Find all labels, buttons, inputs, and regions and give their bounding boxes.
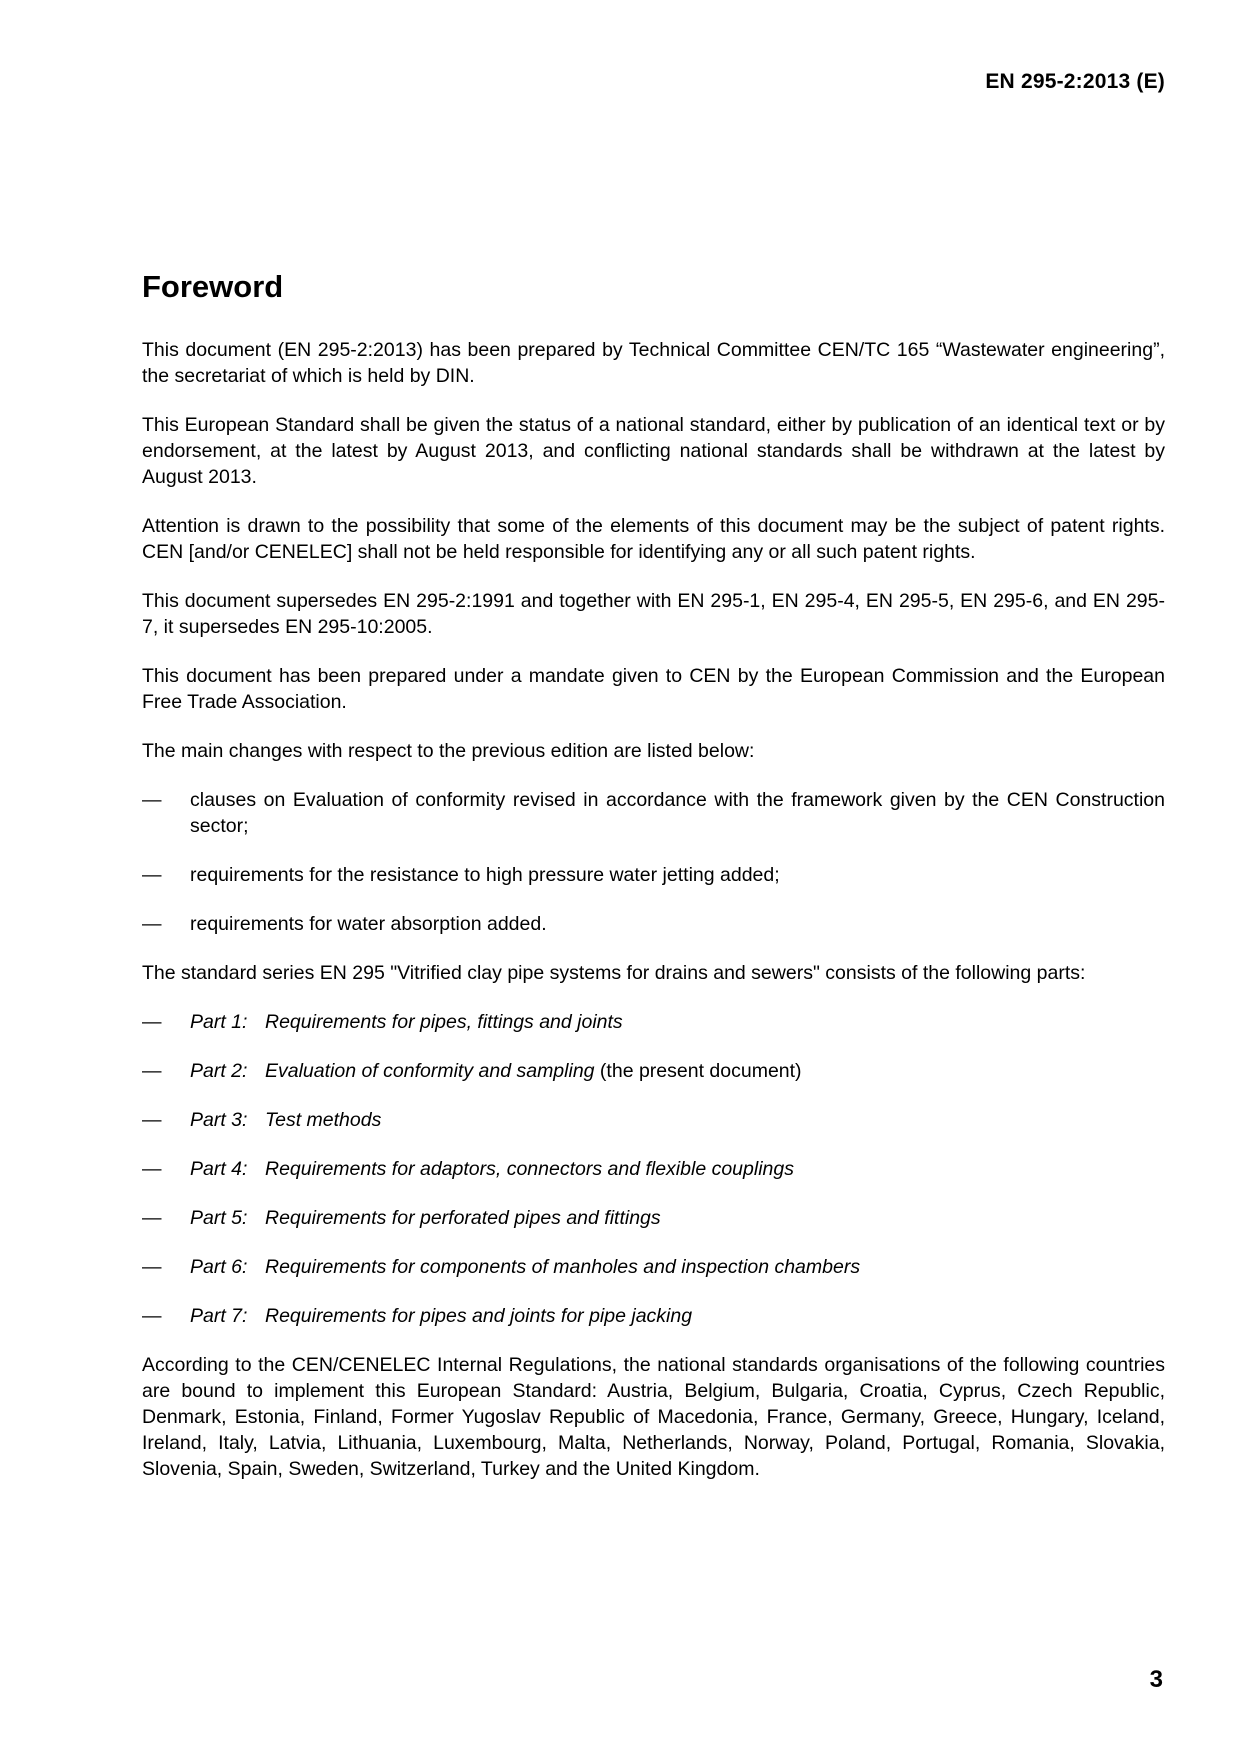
part-label: Part 4: xyxy=(190,1158,248,1180)
part-label: Part 1: xyxy=(190,1011,248,1033)
change-item-text: requirements for the resistance to high pressure water jetting added; xyxy=(190,864,780,886)
part-label: Part 6: xyxy=(190,1256,248,1278)
paragraph-national-status: This European Standard shall be given the status of a national standard, either by publication of an identical text or by endorsement, at the latest by August 2013, and conflicting national standards shall be withdrawn at the latest by August 2013. xyxy=(142,414,1165,488)
section-title: Foreword xyxy=(142,269,284,304)
part-item xyxy=(142,1107,1165,1133)
part-item xyxy=(142,1254,1165,1280)
paragraph-series-intro: The standard series EN 295 "Vitrified clay pipe systems for drains and sewers" consists of the following parts: xyxy=(142,962,1086,984)
change-item-text: clauses on Evaluation of conformity revised in accordance with the framework given by the CEN Construction sector; xyxy=(190,789,1165,837)
part-title-text: Requirements for perforated pipes and fittings xyxy=(265,1207,661,1229)
part-title-text: Test methods xyxy=(265,1109,382,1131)
paragraph-prepared-by: This document (EN 295-2:2013) has been prepared by Technical Committee CEN/TC 165 “Wastewater engineering”, the secretariat of which is held by DIN. xyxy=(142,339,1165,387)
part-title-text: Requirements for pipes and joints for pipe jacking xyxy=(265,1305,693,1327)
part-title xyxy=(265,1205,1165,1231)
part-title xyxy=(265,1156,1165,1182)
dash-bullet: — xyxy=(142,864,162,886)
part-title-suffix: (the present document) xyxy=(594,1060,802,1082)
dash-bullet: — xyxy=(142,1158,162,1180)
part-item xyxy=(142,1303,1165,1329)
dash-bullet: — xyxy=(142,1011,162,1033)
dash-bullet: — xyxy=(142,1305,162,1327)
document-code: EN 295-2:2013 (E) xyxy=(985,70,1165,93)
part-title xyxy=(265,1254,1165,1280)
page-header xyxy=(985,70,1165,94)
part-item xyxy=(142,1205,1165,1231)
dash-bullet: — xyxy=(142,1109,162,1131)
part-label: Part 7: xyxy=(190,1305,248,1327)
paragraph-supersedes: This document supersedes EN 295-2:1991 and together with EN 295-1, EN 295-4, EN 295-5, EN 295-6, and EN 295-7, it supersedes EN 295-10:2005. xyxy=(142,590,1165,638)
change-item-text: requirements for water absorption added. xyxy=(190,913,547,935)
change-item xyxy=(142,911,1165,937)
dash-bullet: — xyxy=(142,1060,162,1082)
paragraph-cen-cenelec: According to the CEN/CENELEC Internal Regulations, the national standards organisations of the following countries are bound to implement this European Standard: Austria, Belgium, Bulgaria, Croatia, Cyprus, Czech Republic, Denmark, Estonia, Finland, Former Yugoslav Republic of Macedonia, France, Germany, Greece, Hungary, Iceland, Ireland, Italy, Latvia, Lithuania, Luxembourg, Malta, Netherlands, Norway, Poland, Portugal, Romania, Slovakia, Slovenia, Spain, Sweden, Switzerland, Turkey and the United Kingdom. xyxy=(142,1354,1165,1480)
part-title-text: Requirements for adaptors, connectors and flexible couplings xyxy=(265,1158,794,1180)
dash-bullet: — xyxy=(142,1256,162,1278)
change-item xyxy=(142,862,1165,888)
dash-bullet: — xyxy=(142,913,162,935)
change-item xyxy=(142,787,1165,839)
part-label: Part 5: xyxy=(190,1207,248,1229)
paragraph-main-changes-intro: The main changes with respect to the previous edition are listed below: xyxy=(142,740,755,762)
dash-bullet: — xyxy=(142,1207,162,1229)
paragraph-patent-rights: Attention is drawn to the possibility that some of the elements of this document may be the subject of patent rights. CEN [and/or CENELEC] shall not be held responsible for identifying any or all such patent rights. xyxy=(142,515,1165,563)
dash-bullet: — xyxy=(142,789,162,811)
part-title-text: Evaluation of conformity and sampling xyxy=(265,1060,595,1082)
part-item xyxy=(142,1156,1165,1182)
page-content xyxy=(142,270,1165,1505)
part-title-text: Requirements for pipes, fittings and joints xyxy=(265,1011,623,1033)
part-title xyxy=(265,1009,1165,1035)
part-label: Part 2: xyxy=(190,1060,248,1082)
paragraph-mandate: This document has been prepared under a mandate given to CEN by the European Commission and the European Free Trade Association. xyxy=(142,665,1165,713)
part-label: Part 3: xyxy=(190,1109,248,1131)
part-title xyxy=(265,1303,1165,1329)
part-item xyxy=(142,1058,1165,1084)
part-title-text: Requirements for components of manholes and inspection chambers xyxy=(265,1256,861,1278)
part-title xyxy=(265,1058,1165,1084)
page-number: 3 xyxy=(1149,1666,1163,1693)
part-title xyxy=(265,1107,1165,1133)
part-item xyxy=(142,1009,1165,1035)
